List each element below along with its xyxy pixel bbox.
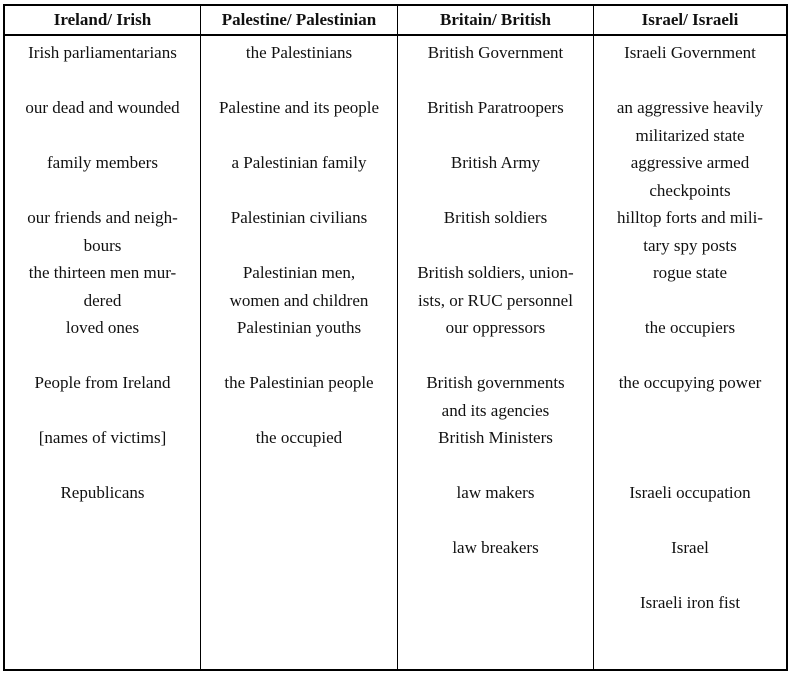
- cell-line: family members: [47, 153, 158, 172]
- cell-line: Israeli iron fist: [639, 593, 741, 612]
- cell-line: law makers: [456, 483, 535, 502]
- cell-line: [names of victims]: [38, 428, 167, 447]
- cell-line: bours: [83, 235, 122, 255]
- table-cell: [404, 39, 587, 67]
- table-cell: [404, 204, 587, 232]
- cell-line: the Palestinian people: [224, 373, 374, 392]
- cell-line: women and children: [229, 290, 369, 310]
- cell-line: People from Ireland: [34, 373, 171, 392]
- cell-line: the thirteen men mur-: [28, 263, 177, 282]
- table-cell: [207, 94, 391, 122]
- table-cell: [11, 149, 194, 177]
- cell-line: an aggressive heavily: [616, 98, 764, 117]
- header-palestine-palestinian: Palestine/ Palestinian: [201, 6, 398, 34]
- cell-line: the occupiers: [644, 318, 736, 337]
- table-cell: [207, 369, 391, 397]
- cell-line: Israeli Government: [624, 43, 756, 62]
- table-cell: [207, 149, 391, 177]
- cell-line: the occupying power: [618, 373, 762, 392]
- table-body-row: [5, 36, 786, 669]
- table-cell: [207, 314, 391, 342]
- cell-line: and its agencies: [441, 400, 550, 420]
- table-cell: [600, 204, 780, 259]
- cell-line: hilltop forts and mili-: [617, 208, 763, 227]
- cell-line: our friends and neigh-: [27, 208, 178, 227]
- table-cell: [11, 94, 194, 122]
- table-cell: [11, 259, 194, 314]
- table-cell: [11, 314, 194, 342]
- cell-line: Irish parliamentarians: [28, 43, 177, 62]
- table-cell: [207, 204, 391, 232]
- cell-line: tary spy posts: [643, 235, 737, 255]
- cell-line: a Palestinian family: [231, 153, 367, 172]
- cell-line: militarized state: [635, 125, 745, 145]
- cell-line: the occupied: [255, 428, 343, 447]
- cell-line: British Paratroopers: [427, 98, 564, 117]
- column-palestine-palestinian: [201, 36, 398, 669]
- table-cell: [600, 589, 780, 617]
- cell-line: British Ministers: [438, 428, 553, 447]
- table-cell: [600, 314, 780, 342]
- table-cell: [600, 39, 780, 67]
- table-cell: [600, 369, 780, 397]
- cell-line: dered: [83, 290, 122, 310]
- header-britain-british: Britain/ British: [398, 6, 594, 34]
- table-cell: [600, 259, 780, 287]
- cell-line: British governments: [426, 373, 565, 392]
- table-cell: [11, 424, 194, 452]
- table-cell: [207, 39, 391, 67]
- table-cell: [207, 259, 391, 314]
- table-cell: [404, 534, 587, 562]
- cell-line: the Palestinians: [245, 43, 353, 62]
- cell-line: checkpoints: [649, 180, 731, 200]
- cell-line: British Government: [427, 43, 564, 62]
- table-cell: [207, 424, 391, 452]
- cell-line: our oppressors: [445, 318, 546, 337]
- cell-line: rogue state: [652, 263, 728, 282]
- cell-line: Palestinian civilians: [230, 208, 368, 227]
- cell-line: ists, or RUC personnel: [418, 290, 573, 310]
- table-cell: [404, 259, 587, 314]
- header-ireland-irish: Ireland/ Irish: [5, 6, 201, 34]
- table-cell: [11, 369, 194, 397]
- cell-line: Palestine and its people: [218, 98, 380, 117]
- cell-line: loved ones: [65, 318, 140, 337]
- cell-line: Palestinian youths: [236, 318, 362, 337]
- cell-line: law breakers: [452, 538, 539, 557]
- table-header-row: [5, 6, 786, 36]
- cell-line: aggressive armed: [630, 153, 750, 172]
- cell-line: Israeli occupation: [629, 483, 751, 502]
- table-cell: [11, 479, 194, 507]
- table-cell: [600, 149, 780, 204]
- cell-line: Palestinian men,: [242, 263, 356, 282]
- cell-line: our dead and wounded: [25, 98, 180, 117]
- table-cell: [11, 39, 194, 67]
- table-cell: [600, 94, 780, 149]
- table-cell: [404, 314, 587, 342]
- column-britain-british: [398, 36, 594, 669]
- table-cell: [600, 534, 780, 562]
- cell-line: British Army: [450, 153, 541, 172]
- table-cell: [404, 149, 587, 177]
- table-cell: [404, 424, 587, 452]
- table-cell: [600, 479, 780, 507]
- cell-line: Republicans: [60, 483, 145, 502]
- column-ireland-irish: [5, 36, 201, 669]
- cell-line: British soldiers, union-: [417, 263, 574, 282]
- cell-line: British soldiers: [443, 208, 548, 227]
- table-cell: [404, 479, 587, 507]
- column-israel-israeli: [594, 36, 786, 669]
- table-cell: [404, 94, 587, 122]
- cell-line: Israel: [671, 538, 709, 557]
- header-israel-israeli: Israel/ Israeli: [641, 10, 739, 29]
- comparison-table: [3, 4, 788, 671]
- table-cell: [404, 369, 587, 424]
- table-cell: [11, 204, 194, 259]
